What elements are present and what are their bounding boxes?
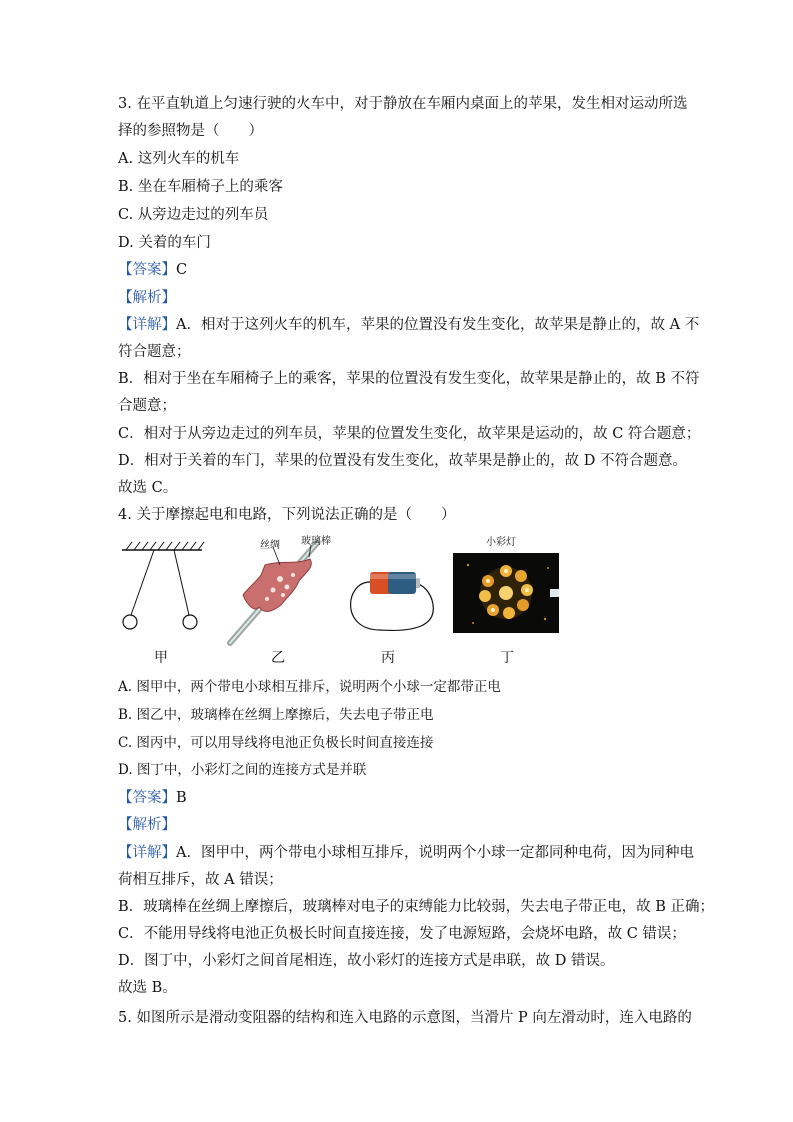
q3-detail-line5: C．相对于从旁边走过的列车员，苹果的位置发生变化，故苹果是运动的，故 C 符合题意； [118,426,701,442]
q3-option-b: B. 坐在车厢椅子上的乘客 [118,179,283,195]
answer-tag: 【答案】 [118,262,176,278]
q3-option-a: A. 这列火车的机车 [118,151,240,167]
figure-ding-string-lights [453,553,559,633]
q5-stem-line1: 5. 如图所示是滑动变阻器的结构和连入电路的示意图，当滑片 P 向左滑动时，连入电路的 [118,1010,692,1026]
q4-option-c: C. 图丙中，可以用导线将电池正负极长时间直接连接 [118,735,434,751]
q3-detail-line1 [118,315,699,335]
figure-bing-label: 丙 [381,650,395,666]
right-ball [183,615,197,629]
silk-caption: 丝绸 [260,540,280,551]
q4-detail-line4: C．不能用导线将电池正负极长时间直接连接，发了电源短路，会烧坏电路，故 C 错误； [118,926,686,942]
left-ball [123,615,137,629]
answer-value: B [176,790,187,806]
detail-tag: 【详解】 [118,845,176,861]
lights-caption: 小彩灯 [486,537,516,548]
figure-bing-battery-circuit [340,560,440,640]
q3-analysis-tag: 【解析】 [118,290,176,306]
q3-option-c: C. 从旁边走过的列车员 [118,207,269,223]
q4-stem: 4. 关于摩擦起电和电路，下列说法正确的是（ ） [118,507,456,523]
q3-detail-line7: 故选 C。 [118,480,178,496]
q4-detail-line3: B．玻璃棒在丝绸上摩擦后，玻璃棒对电子的束缚能力比较弱，失去电子带正电，故 B 正确； [118,899,715,915]
q4-detail-line1 [118,843,694,863]
q3-detail-line2: 符合题意； [118,344,191,360]
detail-tag: 【详解】 [118,317,176,333]
silk-cloth [243,559,311,611]
figure-jia-label: 甲 [154,650,168,666]
q4-analysis-tag: 【解析】 [118,817,176,833]
detail-text: A．图甲中，两个带电小球相互排斥，说明两个小球一定都同种电荷，因为同种电 [176,845,694,861]
q3-option-d: D. 关着的车门 [118,235,211,251]
plug [550,589,559,597]
q4-option-b: B. 图乙中，玻璃棒在丝绸上摩擦后，失去电子带正电 [118,707,434,723]
q4-option-a: A. 图甲中，两个带电小球相互排斥，说明两个小球一定都带正电 [118,679,501,695]
q4-option-d: D. 图丁中，小彩灯之间的连接方式是并联 [118,762,367,778]
q4-answer [118,788,187,808]
figure-yi-glass-rod-silk [225,535,335,650]
q4-detail-line5: D．图丁中，小彩灯之间首尾相连，故小彩灯的连接方式是串联，故 D 错误。 [118,953,615,969]
q3-stem-line1: 3. 在平直轨道上匀速行驶的火车中，对于静放在车厢内桌面上的苹果，发生相对运动所选 [118,96,688,112]
glass-rod-caption: 玻璃棒 [301,536,331,547]
q3-detail-line4: 合题意； [118,398,176,414]
figure-yi-label: 乙 [271,650,285,666]
q4-detail-line2: 荷相互排斥，故 A 错误； [118,872,283,888]
q3-stem-line2: 择的参照物是（ ） [118,123,263,139]
q3-detail-line3: B．相对于坐在车厢椅子上的乘客，苹果的位置没有发生变化，故苹果是静止的，故 B 不符 [118,371,700,387]
q3-detail-line6: D．相对于关着的车门，苹果的位置没有发生变化，故苹果是静止的，故 D 不符合题意。 [118,453,687,469]
figure-ding-label: 丁 [500,650,514,666]
q4-detail-line6: 故选 B。 [118,980,177,996]
answer-value: C [176,262,188,278]
q3-answer [118,260,187,280]
detail-text: A．相对于这列火车的机车，苹果的位置没有发生变化，故苹果是静止的，故 A 不 [176,317,700,333]
figure-jia-hanging-balls [118,538,208,638]
answer-tag: 【答案】 [118,790,176,806]
